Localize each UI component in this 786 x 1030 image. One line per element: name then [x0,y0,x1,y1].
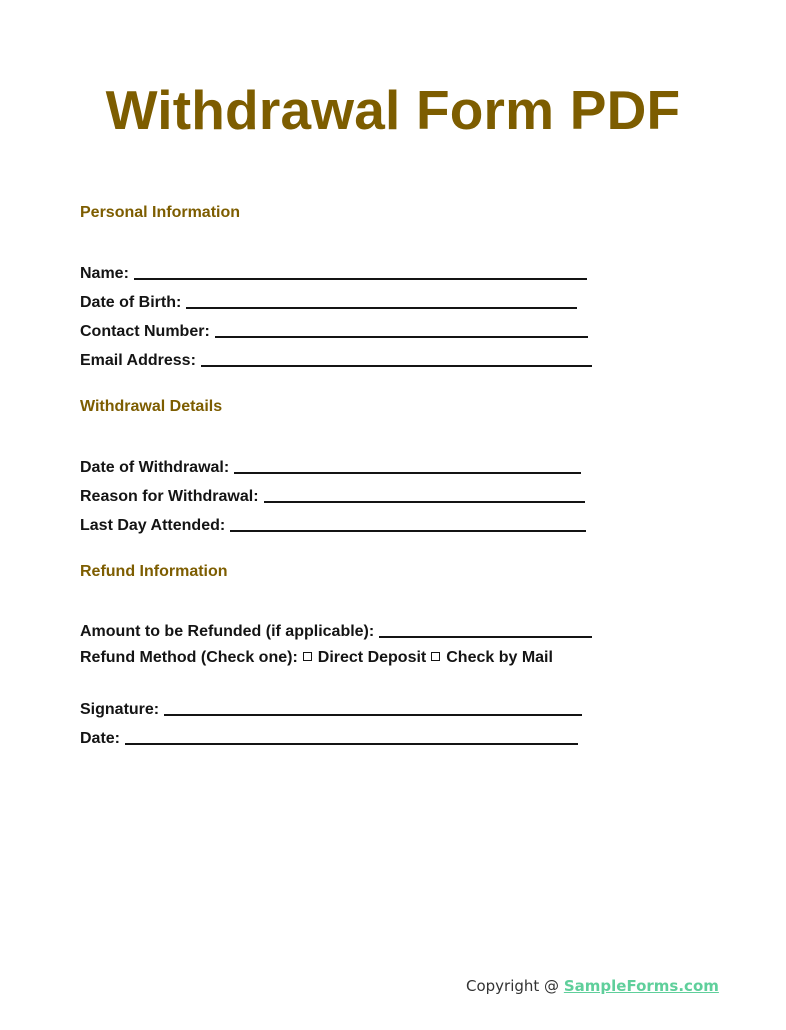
email-label: Email Address: [80,352,196,369]
check-by-mail-label: Check by Mail [446,649,553,666]
refund-method-field [80,649,553,667]
withdrawal-reason-label: Reason for Withdrawal: [80,488,259,505]
email-field[interactable] [80,349,592,370]
last-day-field[interactable] [80,514,586,535]
check-by-mail-checkbox[interactable] [431,652,440,661]
contact-number-field[interactable] [80,320,588,341]
withdrawal-reason-input-line[interactable] [264,487,585,503]
signature-label: Signature: [80,701,160,718]
section-heading-refund: Refund Information [80,563,228,580]
withdrawal-date-label: Date of Withdrawal: [80,459,230,476]
dob-input-line[interactable] [186,293,577,309]
signature-input-line[interactable] [164,700,582,716]
withdrawal-date-input-line[interactable] [234,458,581,474]
refund-amount-field[interactable] [80,620,592,641]
refund-method-label: Refund Method (Check one): [80,649,298,666]
date-input-line[interactable] [125,729,578,745]
dob-field[interactable] [80,291,577,312]
withdrawal-date-field[interactable] [80,456,581,477]
name-label: Name: [80,265,129,282]
contact-number-input-line[interactable] [215,322,588,338]
name-input-line[interactable] [134,264,587,280]
email-input-line[interactable] [201,351,592,367]
last-day-input-line[interactable] [230,516,586,532]
withdrawal-reason-field[interactable] [80,485,585,506]
section-heading-personal: Personal Information [80,204,241,221]
signature-field[interactable] [80,698,582,719]
contact-number-label: Contact Number: [80,323,210,340]
date-label: Date: [80,730,121,747]
page-title: Withdrawal Form PDF [105,79,681,141]
date-field[interactable] [80,727,578,748]
brand-link[interactable]: SampleForms.com [563,977,719,995]
direct-deposit-label: Direct Deposit [317,649,427,666]
copyright-text: Copyright @ [466,977,560,995]
direct-deposit-checkbox[interactable] [303,652,312,661]
dob-label: Date of Birth: [80,294,182,311]
section-heading-withdrawal: Withdrawal Details [80,398,223,415]
last-day-label: Last Day Attended: [80,517,226,534]
name-field[interactable] [80,262,587,283]
refund-amount-label: Amount to be Refunded (if applicable): [80,623,375,640]
refund-amount-input-line[interactable] [379,622,592,638]
footer-copyright [466,977,719,995]
